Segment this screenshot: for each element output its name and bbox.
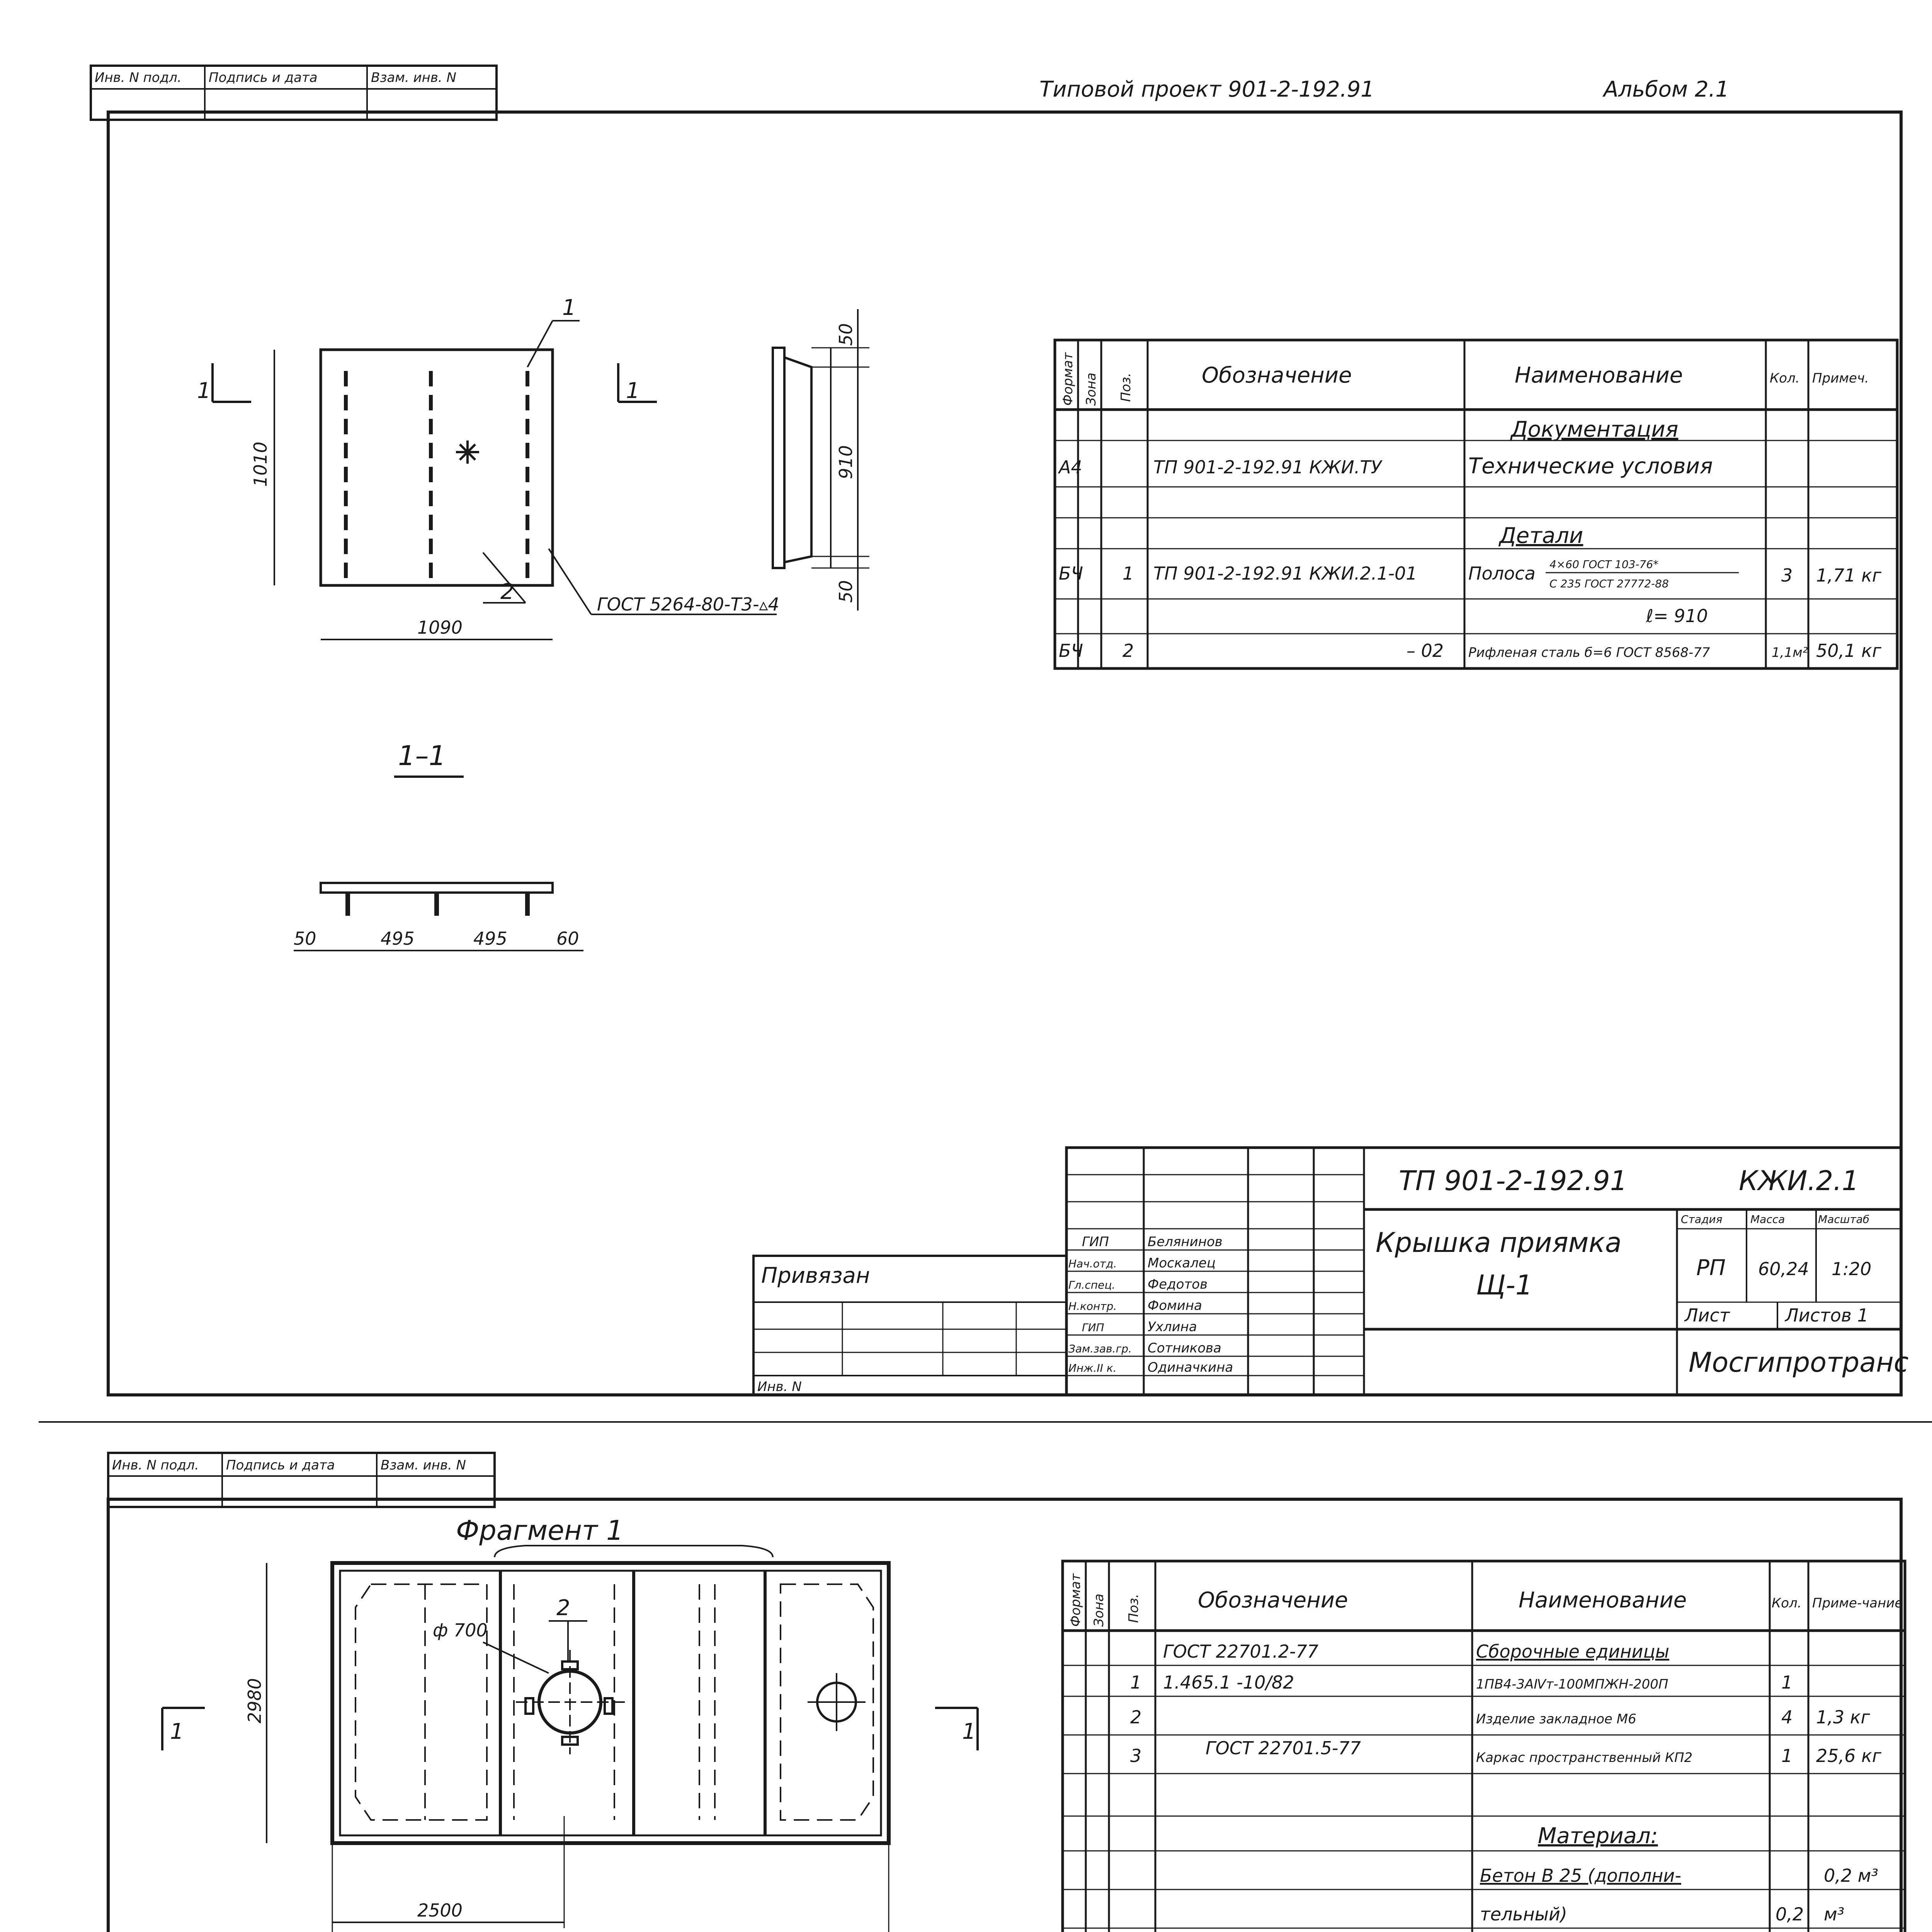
tb1-role: Н.контр. (1068, 1300, 1117, 1313)
tb1-role: Нач.отд. (1068, 1257, 1117, 1270)
row-poz2: 2 (1122, 640, 1134, 661)
row-poz2-code: – 02 (1406, 640, 1444, 661)
s2-row0-oboz: ГОСТ 22701.2-77 (1163, 1641, 1319, 1662)
tb1-role: Инж.II к. (1068, 1362, 1117, 1374)
s2-row6-naim: тельный) (1480, 1904, 1567, 1925)
stamp2-podpis: Подпись и дата (226, 1458, 335, 1473)
row-poz1-name-top: 4×60 ГОСТ 103-76* (1549, 558, 1659, 571)
section-title: 1–1 (398, 740, 446, 772)
s2-row3-prim: 25,6 кг (1816, 1745, 1881, 1766)
dim-910: 910 (835, 445, 856, 479)
hdr-format: Формат (1060, 352, 1076, 406)
row-poz2-name: Рифленая сталь б=6 ГОСТ 8568-77 (1468, 645, 1710, 660)
weld-note: ГОСТ 5264-80-Т3-▵4 (597, 594, 779, 615)
hdr2-format: Формат (1068, 1573, 1083, 1627)
row-poz2-kol: 1,1м² (1772, 645, 1808, 660)
dim-1090: 1090 (417, 617, 463, 638)
stamp-podpis: Подпись и дата (209, 70, 318, 85)
title-block-1 (753, 1148, 1908, 1395)
hdr-poz: Поз. (1118, 372, 1134, 402)
tb1-listov: Листов 1 (1785, 1305, 1869, 1326)
hdr2-kol: Кол. (1772, 1595, 1802, 1611)
dim-s-495b: 495 (473, 928, 507, 949)
stamp2-vzam: Взам. инв. N (381, 1458, 466, 1473)
s2-row6-kol: 0,2 (1776, 1904, 1804, 1925)
stamp2-inv-podl: Инв. N подл. (112, 1458, 199, 1473)
dia-700: ф 700 (433, 1620, 488, 1641)
tb1-name-1: Крышка приямка (1376, 1227, 1622, 1259)
spec-table-1 (1055, 340, 1897, 668)
tb1-masshtab: 1:20 (1832, 1259, 1872, 1279)
dim-s-50: 50 (294, 928, 316, 949)
s2-row2-oboz: ГОСТ 22701.5-77 (1206, 1738, 1361, 1759)
stamp-vzam: Взам. инв. N (371, 70, 456, 85)
sec2-mark-right: 1 (962, 1719, 976, 1744)
s2-row4-naim: Материал: (1538, 1823, 1658, 1849)
row-details: Детали (1499, 523, 1583, 548)
tb1-list: Лист (1685, 1305, 1730, 1326)
row-poz1: 1 (1122, 563, 1134, 584)
project-header: Типовой проект 901-2-192.91 (1039, 77, 1374, 102)
s2-row6-prim: м³ (1824, 1904, 1845, 1925)
sheet1-frame (108, 112, 1901, 1395)
s2-row3-poz: 3 (1130, 1745, 1142, 1766)
s2-row1-kol: 1 (1781, 1672, 1793, 1693)
row-poz1-kol: 3 (1781, 565, 1793, 586)
tb1-person: Фомина (1148, 1298, 1202, 1313)
tb1-stadiya-h: Стадия (1681, 1213, 1723, 1226)
hdr2-prim: Приме-чание (1812, 1595, 1903, 1611)
side-view (773, 309, 869, 611)
row-tu-code: ТП 901-2-192.91 КЖИ.ТУ (1153, 457, 1382, 478)
s2-row3-kol: 1 (1781, 1745, 1793, 1766)
sheet-1 (91, 66, 1908, 1395)
s2-row5-naim: Бетон В 25 (дополни- (1480, 1865, 1681, 1886)
dim-2980: 2980 (244, 1678, 265, 1723)
tb1-massa-h: Масса (1750, 1213, 1785, 1226)
tb1-code: ТП 901-2-192.91 (1399, 1165, 1628, 1197)
tb1-person: Белянинов (1148, 1234, 1223, 1250)
stamp-inv-podl: Инв. N подл. (95, 70, 182, 85)
s2-row2-kol: 4 (1781, 1707, 1793, 1728)
hdr2-oboznachenie: Обозначение (1198, 1588, 1348, 1613)
tb1-role: Гл.спец. (1068, 1279, 1116, 1291)
hdr-kol: Кол. (1770, 371, 1800, 386)
tb1-privyazan: Привязан (761, 1263, 870, 1288)
sheet-2 (83, 1453, 1932, 1932)
hdr-naimenovanie: Наименование (1515, 363, 1683, 388)
dim-2500: 2500 (417, 1900, 463, 1921)
section-mark-left: 1 (197, 378, 211, 403)
tb1-person: Одиначкина (1148, 1360, 1233, 1375)
s2-row0-naim: Сборочные единицы (1476, 1641, 1670, 1662)
hdr2-poz: Поз. (1126, 1594, 1141, 1623)
dim-1010: 1010 (250, 441, 271, 487)
tb1-masshtab-h: Масштаб (1818, 1213, 1870, 1226)
dim-s-495a: 495 (381, 928, 415, 949)
row-poz1-format: БЧ (1059, 563, 1083, 584)
plan-pos-2: 2 (556, 1595, 570, 1621)
s2-row1-naim: 1ПВ4-3АⅣт-100МПЖН-200П (1476, 1677, 1668, 1692)
tb1-sheet-code: КЖИ.2.1 (1739, 1165, 1859, 1197)
tb1-massa: 60,24 (1758, 1259, 1809, 1279)
s2-row5-prim: 0,2 м³ (1824, 1865, 1878, 1886)
hdr2-naimenovanie: Наименование (1519, 1588, 1687, 1613)
tb1-person: Сотникова (1148, 1340, 1221, 1356)
s2-row2-poz: 2 (1130, 1707, 1142, 1728)
tb1-stadiya: РП (1696, 1255, 1726, 1281)
tb1-name-2: Щ-1 (1476, 1269, 1533, 1301)
hdr-oboznachenie: Обозначение (1202, 363, 1352, 388)
tb1-inv-n: Инв. N (757, 1379, 802, 1395)
s2-row1-oboz: 1.465.1 -10/82 (1163, 1672, 1294, 1693)
row-poz1-name: Полоса (1468, 563, 1536, 584)
album-header: Альбом 2.1 (1604, 77, 1730, 102)
row-documentation: Документация (1511, 417, 1679, 442)
hdr2-zona: Зона (1091, 1594, 1107, 1627)
tb1-person: Ухлина (1148, 1319, 1197, 1335)
row-a4-format: А4 (1059, 457, 1082, 478)
s2-row1-poz: 1 (1130, 1672, 1142, 1693)
tb1-org: Мосгипротранс (1689, 1347, 1909, 1378)
spec-table-2 (1063, 1561, 1905, 1932)
tb1-role: ГИП (1082, 1234, 1109, 1250)
dim-50-bottom: 50 (835, 580, 856, 603)
section-mark-right: 1 (626, 378, 640, 403)
row-poz2-format: БЧ (1059, 640, 1083, 661)
row-poz2-mass: 50,1 кг (1816, 640, 1881, 661)
row-poz1-name-bottom: С 235 ГОСТ 27772-88 (1549, 577, 1669, 590)
row-tu-name: Технические условия (1468, 454, 1713, 479)
plan-view (197, 295, 779, 639)
hdr-prim: Примеч. (1812, 371, 1869, 386)
pos-2-label: 2 (500, 579, 514, 604)
section-1-1 (294, 740, 583, 951)
pos-1-label: 1 (562, 295, 576, 320)
row-length: ℓ= 910 (1646, 605, 1708, 626)
s2-row2-prim: 1,3 кг (1816, 1707, 1870, 1728)
tb1-roles (1068, 1234, 1233, 1375)
sec2-mark-left: 1 (170, 1719, 184, 1744)
row-poz1-mass: 1,71 кг (1816, 565, 1881, 586)
s2-row2-naim: Изделие закладное М6 (1476, 1711, 1636, 1727)
tb1-role: ГИП (1082, 1321, 1104, 1334)
s2-row3-naim: Каркас пространственный КП2 (1476, 1750, 1693, 1765)
tb1-person: Москалец (1148, 1255, 1216, 1271)
tb1-role: Зам.зав.гр. (1068, 1342, 1132, 1355)
fragment-label-top: Фрагмент 1 (456, 1515, 624, 1546)
slab-plan (162, 1515, 978, 1932)
dim-s-60: 60 (556, 928, 579, 949)
tb1-person: Федотов (1148, 1277, 1208, 1292)
dim-50-top: 50 (835, 323, 856, 346)
hdr-zona: Зона (1083, 372, 1099, 406)
row-poz1-code: ТП 901-2-192.91 КЖИ.2.1-01 (1153, 563, 1417, 584)
